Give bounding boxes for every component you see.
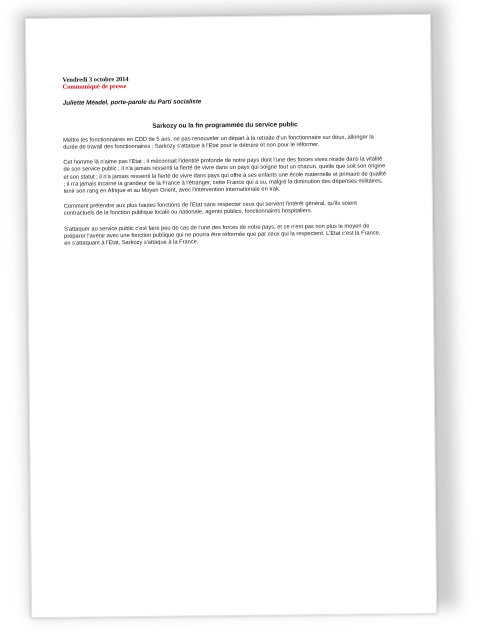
document-date: Vendredi 3 octobre 2014 [62,76,129,84]
document-author: Juliette Méadel, porte-parole du Parti socialiste [62,98,202,107]
document-page [25,14,437,618]
document-title: Sarkozy ou la fin programmée du service public [152,121,298,130]
document-content [62,73,388,256]
press-release-label: Communiqué de presse [62,83,127,92]
paragraph-2: Cet homme là n'aime pas l'Etat ; il méconnait l'identité profonde de notre pays dont l'une des forces vives réside dans la vitalité de son service public ; il n'a jamais ressenti la fierté de vivre dans un pays qui soigne tout un chacun, quelle que soit son origine et son statut ; il n'a jamais ressenti la fierté de vivre dans pays qui offre à ses enfants une école maternelle et primaire de qualité ; il n'a jamais incarné la grandeur de la France à l'étranger, cette France qui a su, malgré la diminution des dépenses militaires, tenir son rang en Afrique et au Moyen Orient, avec l'intervention internationale en Irak. [63,156,387,195]
paragraph-4: S'attaquer au service public c'est faire peu de cas de l'une des forces de notre pays, et ce n'est pas non plus le moyen de préparer l'avenir avec une fonction publique qui ne pourra être réformée que par ceux qui la respectent. L'Etat c'est la France, en s'attaquant à l'Etat, Sarkozy s'attaque à la France. [64,223,381,247]
paragraph-3: Comment prétendre aux plus hautes fonctions de l'Etat sans respecter ceux qui servent l'intérêt général, qu'ils soient contractuels de la fonction publique locale ou nationale, agents publics, fonctionnaires hospitaliers. [63,200,358,218]
paragraph-1: Mettre les fonctionnaires en CDD de 5 ans, ne pas renouveler un départ à la retraite d'un fonctionnaire sur deux, allonger la durée de travail des fonctionnaires : Sarkozy s'attaque à l'Etat pour le détruire et non pour le réformer. [63,134,374,151]
